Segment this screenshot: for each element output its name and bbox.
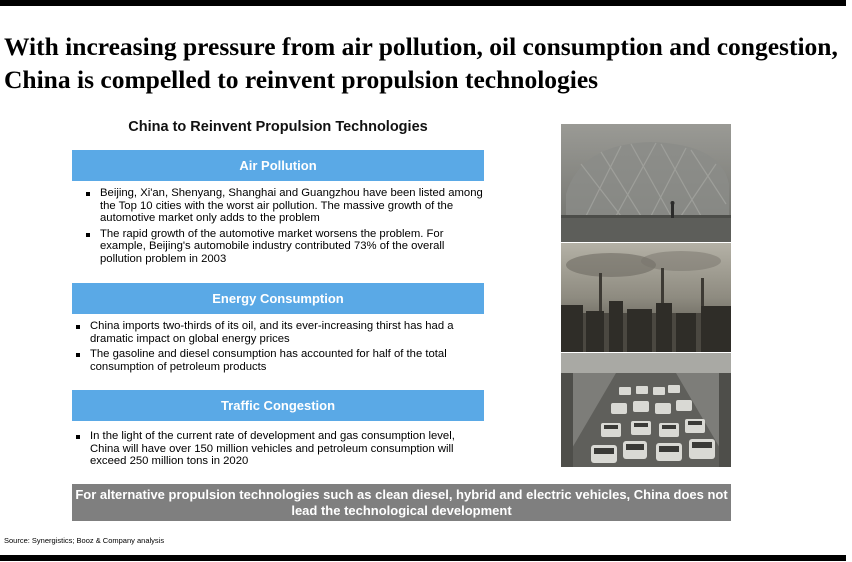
section-header-traffic-congestion: Traffic Congestion (72, 390, 484, 421)
bullet-icon (76, 435, 80, 439)
source-note: Source: Synergistics; Booz & Company analysis (4, 536, 165, 545)
bullet-item (74, 348, 484, 373)
bullet-text: In the light of the current rate of development and gas consumption level, China will have over 150 million vehicles and petroleum consumption will exceed 250 million tons in 2020 (90, 430, 455, 467)
bullet-icon (76, 353, 80, 357)
bullet-item (74, 320, 484, 345)
bullet-icon (86, 192, 90, 196)
bullet-icon (86, 233, 90, 237)
bullet-text: The rapid growth of the automotive market worsens the problem. For example, Beijing's automobile industry contributed 73% of the overall pollution problem in 2003 (100, 227, 445, 265)
section-header-energy-consumption: Energy Consumption (72, 283, 484, 314)
page-headline: With increasing pressure from air pollution, oil consumption and congestion, China is compelled to reinvent propulsion technologies (4, 32, 838, 94)
conclusion-banner: For alternative propulsion technologies such as clean diesel, hybrid and electric vehicles, China does not lead the technological development (72, 484, 731, 521)
section-header-air-pollution: Air Pollution (72, 150, 484, 181)
bullet-icon (76, 325, 80, 329)
bullet-text: The gasoline and diesel consumption has accounted for half of the total consumption of petroleum products (90, 348, 447, 373)
photo-smoggy-stadium (561, 124, 731, 242)
bullet-item (84, 228, 486, 266)
photo-smokestacks (561, 243, 731, 352)
bullet-text: China imports two-thirds of its oil, and its ever-increasing thirst has had a dramatic impact on global energy prices (90, 320, 454, 345)
energy-consumption-bullets (74, 320, 484, 373)
air-pollution-bullets (84, 187, 486, 265)
traffic-congestion-bullets (74, 430, 484, 468)
top-rule (0, 0, 846, 6)
bottom-rule (0, 555, 846, 561)
bullet-text: Beijing, Xi'an, Shenyang, Shanghai and Guangzhou have been listed among the Top 10 cities with the worst air pollution. The massive growth of the automotive market only adds to the problem (100, 187, 483, 224)
photo-traffic-jam (561, 353, 731, 467)
slide-subtitle: China to Reinvent Propulsion Technologies (128, 119, 428, 135)
bullet-item (84, 187, 486, 225)
bullet-item (74, 430, 484, 468)
